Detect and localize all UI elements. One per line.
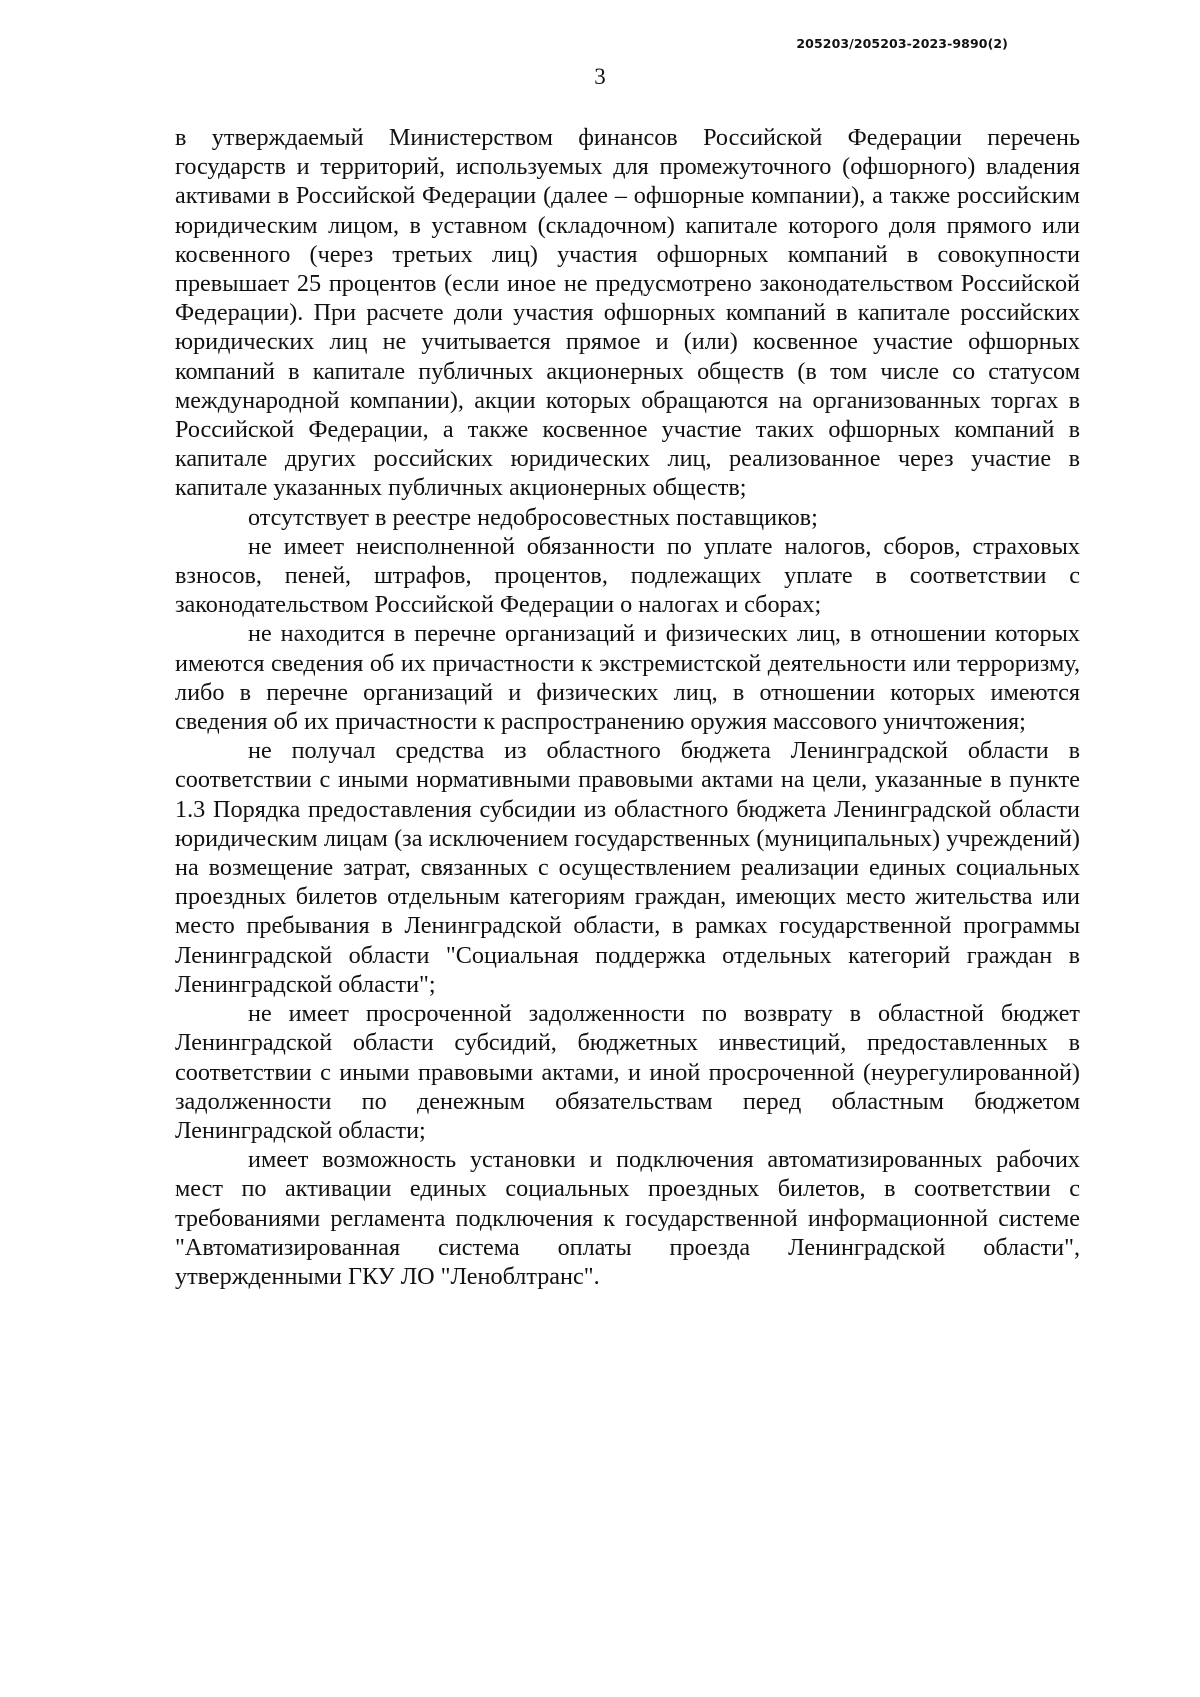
paragraph-workstations: имеет возможность установки и подключения автоматизированных рабочих мест по активации единых социальных проездных билетов, в соответствии с требованиями регламента подключения к государственной информационной системе "Автоматизированная система оплаты проезда Ленинградской области", утвержденными ГКУ ЛО "Леноблтранс". (175, 1146, 1080, 1290)
paragraph-tax-obligations: не имеет неисполненной обязанности по уплате налогов, сборов, страховых взносов, пеней, штрафов, процентов, подлежащих уплате в соответствии с законодательством Российской Федерации о налогах и сборах; (175, 532, 1080, 619)
document-body (175, 123, 1080, 1291)
paragraph-offshore-continuation: в утверждаемый Министерством финансов Российской Федерации перечень государств и территорий, используемых для промежуточного (офшорного) владения активами в Российской Федерации (далее – офшорные компании), а также российским юридическим лицом, в уставном (складочном) капитале которого доля прямого или косвенного (через третьих лиц) участия офшорных компаний в совокупности превышает 25 процентов (если иное не предусмотрено законодательством Российской Федерации). При расчете доли участия офшорных компаний в капитале российских юридических лиц не учитывается прямое и (или) косвенное участие офшорных компаний в капитале публичных акционерных обществ (в том числе со статусом международной компании), акции которых обращаются на организованных торгах в Российской Федерации, а также косвенное участие таких офшорных компаний в капитале других российских юридических лиц, реализованное через участие в капитале указанных публичных акционерных обществ; (175, 124, 1080, 502)
paragraph-extremism-list: не находится в перечне организаций и физических лиц, в отношении которых имеются сведения об их причастности к экстремистской деятельности или терроризму, либо в перечне организаций и физических лиц, в отношении которых имеются сведения об их причастности к распространению оружия массового уничтожения; (175, 620, 1080, 736)
paragraph-unfair-suppliers: отсутствует в реестре недобросовестных поставщиков; (248, 503, 818, 531)
paragraph-overdue-debt: не имеет просроченной задолженности по возврату в областной бюджет Ленинградской области субсидий, бюджетных инвестиций, предоставленных в соответствии с иными правовыми актами, и иной просроченной (неурегулированной) задолженности по денежным обязательствам перед областным бюджетом Ленинградской области; (175, 1000, 1080, 1144)
paragraph-budget-funds: не получал средства из областного бюджета Ленинградской области в соответствии с иными нормативными правовыми актами на цели, указанные в пункте 1.3 Порядка предоставления субсидии из областного бюджета Ленинградской области юридическим лицам (за исключением государственных (муниципальных) учреждений) на возмещение затрат, связанных с осуществлением реализации единых социальных проездных билетов отдельным категориям граждан, имеющих место жительства или место пребывания в Ленинградской области, в рамках государственной программы Ленинградской области "Социальная поддержка отдельных категорий граждан в Ленинградской области"; (175, 737, 1080, 998)
document-id: 205203/205203-2023-9890(2) (796, 36, 1008, 51)
page-number: 3 (594, 64, 606, 89)
